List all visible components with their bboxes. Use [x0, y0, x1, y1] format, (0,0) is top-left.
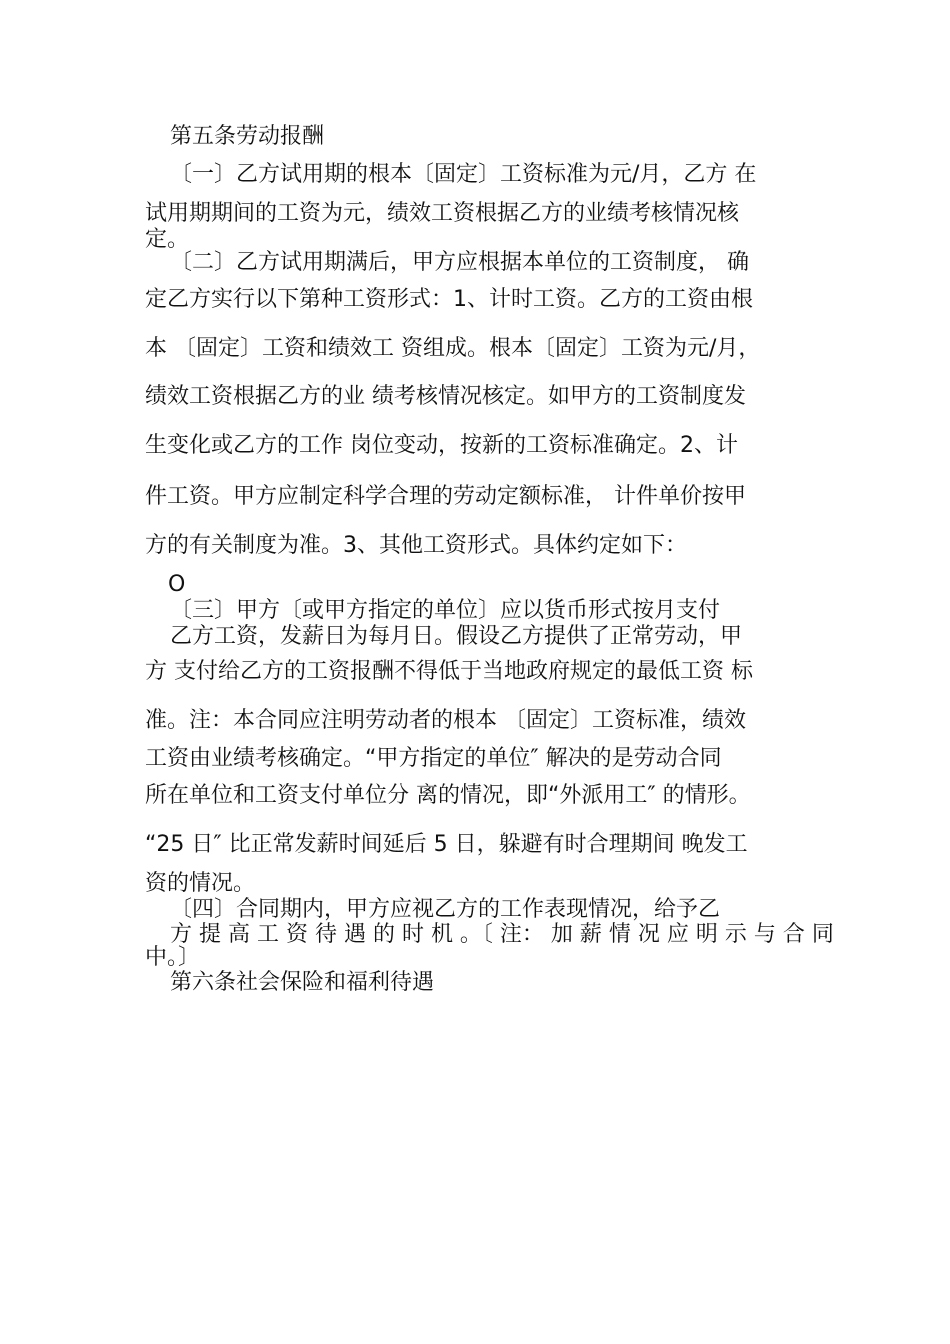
paragraph-line: “25 日″ 比正常发薪时间延后 5 日，躲避有时合理期间 晚发工	[145, 832, 748, 857]
paragraph-line: 中。〕	[145, 945, 201, 970]
paragraph-line: 准。注：本合同应注明劳动者的根本 〔固定〕工资标准，绩效	[145, 708, 746, 733]
paragraph-line: 资的情况。	[145, 871, 256, 896]
paragraph-line: 件工资。甲方应制定科学合理的劳动定额标准， 计件单价按甲	[145, 484, 746, 509]
paragraph-line: 试用期期间的工资为元，绩效工资根据乙方的业绩考核情况核	[145, 201, 740, 226]
paragraph-line: 〔一〕乙方试用期的根本〔固定〕工资标准为元/月，乙方 在	[170, 162, 757, 187]
paragraph-line: 〔三〕甲方〔或甲方指定的单位〕应以货币形式按月支付	[170, 598, 721, 623]
paragraph-line: 工资由业绩考核确定。“甲方指定的单位″ 解决的是劳动合同	[145, 746, 722, 771]
paragraph-line: 所在单位和工资支付单位分 离的情况，即“外派用工″ 的情形。	[145, 783, 751, 808]
paragraph-line: 绩效工资根据乙方的业 绩考核情况核定。如甲方的工资制度发	[145, 384, 746, 409]
paragraph-line: 方 支付给乙方的工资报酬不得低于当地政府规定的最低工资 标	[145, 659, 753, 684]
paragraph-line: O	[168, 572, 186, 597]
paragraph-line: 乙方工资，发薪日为每月日。假设乙方提供了正常劳动，甲	[170, 624, 743, 649]
article-6-heading: 第六条社会保险和福利待遇	[170, 970, 435, 995]
paragraph-line: 方 提 高 工 资 待 遇 的 时 机 。〔 注： 加 薪 情 况 应 明 示 与 合 同	[170, 922, 834, 947]
paragraph-line: 定乙方实行以下第种工资形式：1、计时工资。乙方的工资由根	[145, 287, 753, 312]
paragraph-line: 〔四〕合同期内，甲方应视乙方的工作表现情况，给予乙	[170, 897, 721, 922]
article-5-heading: 第五条劳动报酬	[170, 124, 325, 149]
paragraph-line: 生变化或乙方的工作 岗位变动，按新的工资标准确定。2、计	[145, 433, 738, 458]
paragraph-line: 本 〔固定〕工资和绩效工 资组成。根本〔固定〕工资为元/月，	[145, 336, 761, 361]
paragraph-line: 定。	[145, 227, 190, 252]
paragraph-line: 方的有关制度为准。3、其他工资形式。具体约定如下：	[145, 533, 687, 558]
paragraph-line: 〔二〕乙方试用期满后，甲方应根据本单位的工资制度， 确	[170, 250, 749, 275]
